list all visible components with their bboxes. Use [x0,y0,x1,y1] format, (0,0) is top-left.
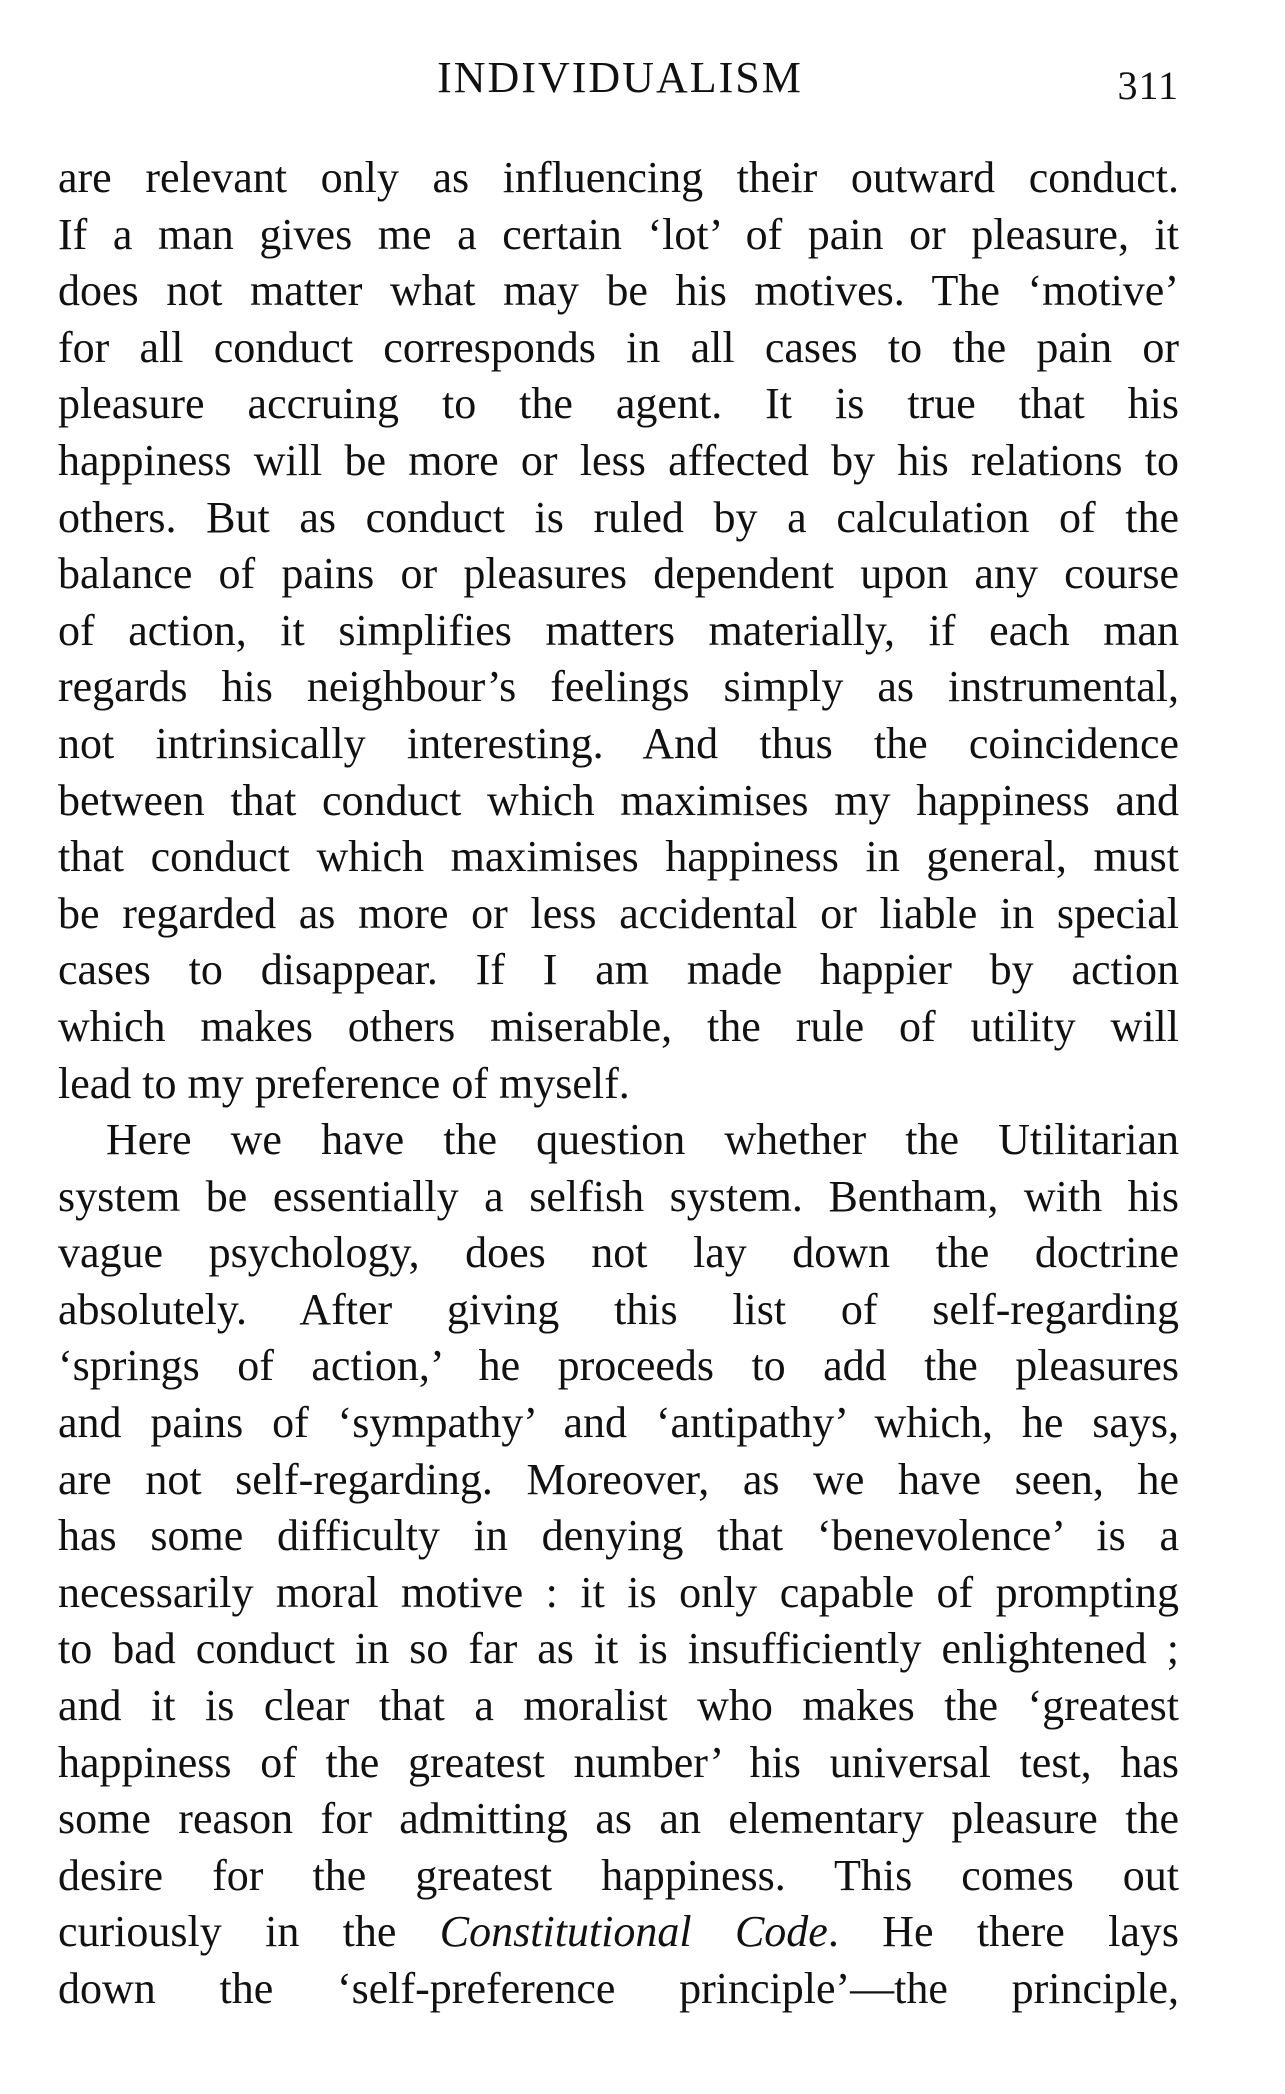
paragraph-2 [58,1112,1179,2018]
text-line: absolutely. After giving this list of self-regarding [58,1284,1179,1334]
text-line: down the ‘self-preference principle’—the principle, [58,1964,1179,2013]
text-line: happiness of the greatest number’ his universal test, has [58,1737,1179,1787]
text-line: has some difficulty in denying that ‘benevolence’ is a [58,1511,1179,1561]
text-line: regards his neighbour’s feelings simply as instrumental, [58,662,1179,712]
paragraph-1 [58,150,1179,1112]
text-line: does not matter what may be his motives. The ‘motive’ [58,266,1179,316]
text-line: some reason for admitting as an elementary pleasure the [58,1794,1179,1844]
text-line: are not self-regarding. Moreover, as we have seen, he [58,1454,1179,1504]
text-line: which makes others miserable, the rule of utility will [58,1001,1179,1051]
text-line: Here we have the question whether the Utilitarian [106,1115,1179,1165]
text-line: others. But as conduct is ruled by a calculation of the [58,492,1179,542]
text-line: happiness will be more or less affected by his relations to [58,435,1179,485]
text-line: pleasure accruing to the agent. It is true that his [58,379,1179,429]
text-line: of action, it simplifies matters materially, if each man [58,605,1179,655]
text-line: If a man gives me a certain ‘lot’ of pain or pleasure, it [58,209,1179,259]
text-line: that conduct which maximises happiness in general, must [58,832,1179,882]
text-line: vague psychology, does not lay down the doctrine [58,1228,1179,1278]
text-line: to bad conduct in so far as it is insufficiently enlightened ; [58,1624,1179,1674]
text-line-with-italic-title [58,1904,1179,1961]
text-line: desire for the greatest happiness. This comes out [58,1850,1179,1900]
text-line: ‘springs of action,’ he proceeds to add the pleasures [58,1341,1179,1391]
text-line: are relevant only as influencing their outward conduct. [58,153,1179,202]
text-line: for all conduct corresponds in all cases to the pain or [58,322,1179,372]
text-line: and pains of ‘sympathy’ and ‘antipathy’ which, he says, [58,1398,1179,1448]
text-line: between that conduct which maximises my happiness and [58,775,1179,825]
text-line: necessarily moral motive : it is only capable of prompting [58,1567,1179,1617]
text-line: be regarded as more or less accidental or liable in special [58,888,1179,938]
text-run: curiously in the [58,1907,440,1957]
running-title: INDIVIDUALISM [437,53,803,102]
book-title-italic: Constitutional Code [439,1907,828,1957]
text-line: not intrinsically interesting. And thus the coincidence [58,718,1179,768]
page-number: 311 [1117,63,1179,108]
running-head [0,48,1285,108]
body-text [58,150,1179,2018]
text-run: . He there lays [827,1907,1179,1957]
text-line: balance of pains or pleasures dependent upon any course [58,549,1179,599]
text-line: cases to disappear. If I am made happier by action [58,945,1179,995]
text-line: lead to my preference of myself. [58,1058,630,1108]
text-line: and it is clear that a moralist who makes the ‘greatest [58,1681,1179,1731]
text-line: system be essentially a selfish system. Bentham, with his [58,1171,1179,1221]
